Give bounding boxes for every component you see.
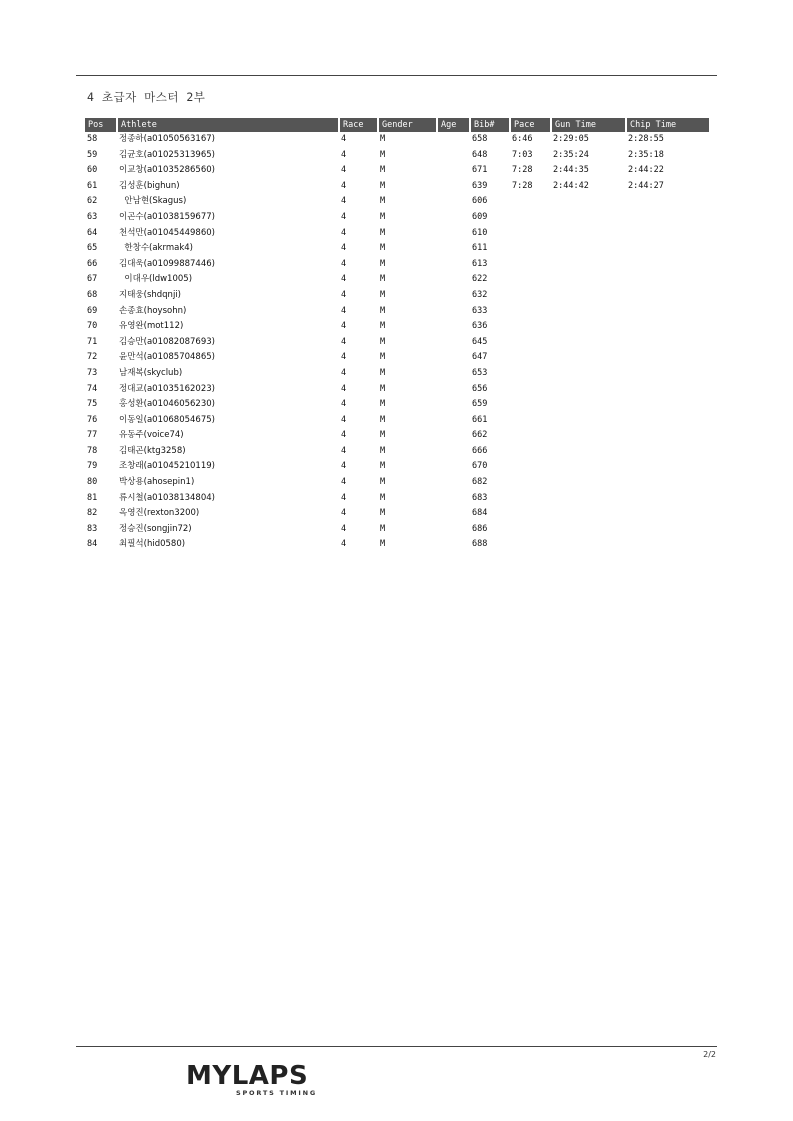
cell-race: 4 <box>341 399 347 410</box>
table-row <box>85 163 709 179</box>
cell-gender: M <box>380 383 386 394</box>
cell-gun-time: 2:44:42 <box>553 180 589 191</box>
cell-chip-time: 2:35:18 <box>628 149 664 160</box>
cell-bib: 656 <box>472 383 488 394</box>
table-row <box>85 241 709 257</box>
table-body <box>85 132 709 553</box>
cell-gender: M <box>380 508 386 519</box>
header-pace: Pace <box>511 118 550 132</box>
cell-bib: 662 <box>472 430 488 441</box>
cell-bib: 606 <box>472 196 488 207</box>
cell-chip-time: 2:44:22 <box>628 165 664 176</box>
cell-bib: 636 <box>472 321 488 332</box>
cell-race: 4 <box>341 523 347 534</box>
cell-pos: 58 <box>87 134 98 144</box>
table-row <box>85 522 709 538</box>
cell-bib: 666 <box>472 445 488 456</box>
table-row <box>85 148 709 164</box>
cell-athlete: 조창래(a01045210119) <box>119 461 215 472</box>
cell-bib: 684 <box>472 508 488 519</box>
table-row <box>85 382 709 398</box>
cell-race: 4 <box>341 134 347 144</box>
cell-athlete: 이곤수(a01038159677) <box>119 211 215 222</box>
cell-gender: M <box>380 180 386 191</box>
cell-athlete: 이대우(ldw1005) <box>119 274 193 285</box>
cell-gender: M <box>380 289 386 300</box>
cell-gender: M <box>380 134 386 144</box>
cell-gender: M <box>380 336 386 347</box>
cell-bib: 632 <box>472 289 488 300</box>
cell-athlete: 남재복(skyclub) <box>119 367 183 378</box>
cell-pos: 63 <box>87 211 98 222</box>
cell-gender: M <box>380 227 386 238</box>
cell-bib: 671 <box>472 165 488 176</box>
cell-bib: 633 <box>472 305 488 316</box>
cell-pos: 81 <box>87 492 98 503</box>
cell-pos: 70 <box>87 321 98 332</box>
cell-gun-time: 2:35:24 <box>553 149 589 160</box>
cell-gender: M <box>380 523 386 534</box>
cell-pace: 6:46 <box>512 134 533 144</box>
cell-gender: M <box>380 414 386 425</box>
cell-athlete: 이교창(a01035286560) <box>119 165 215 176</box>
cell-gender: M <box>380 165 386 176</box>
table-row <box>85 179 709 195</box>
cell-athlete: 김균호(a01025313965) <box>119 149 215 160</box>
cell-athlete: 손종효(hoysohn) <box>119 305 187 316</box>
cell-gender: M <box>380 352 386 363</box>
cell-bib: 610 <box>472 227 488 238</box>
table-row <box>85 288 709 304</box>
cell-bib: 658 <box>472 134 488 144</box>
logo-wordmark: MYLAPS <box>186 1061 309 1091</box>
cell-gun-time: 2:44:35 <box>553 165 589 176</box>
header-bib: Bib# <box>471 118 509 132</box>
cell-pace: 7:28 <box>512 165 533 176</box>
cell-pos: 78 <box>87 445 98 456</box>
cell-athlete: 김승만(a01082087693) <box>119 336 215 347</box>
table-row <box>85 350 709 366</box>
cell-bib: 653 <box>472 367 488 378</box>
cell-pos: 65 <box>87 243 98 254</box>
logo-tagline: SPORTS TIMING <box>236 1089 317 1097</box>
header-gun-time: Gun Time <box>552 118 625 132</box>
cell-race: 4 <box>341 321 347 332</box>
table-row <box>85 194 709 210</box>
table-row <box>85 257 709 273</box>
cell-race: 4 <box>341 196 347 207</box>
cell-pace: 7:03 <box>512 149 533 160</box>
cell-pos: 77 <box>87 430 98 441</box>
cell-athlete: 정승진(songjin72) <box>119 523 192 534</box>
cell-gun-time: 2:29:05 <box>553 134 589 144</box>
cell-bib: 686 <box>472 523 488 534</box>
cell-pos: 68 <box>87 289 98 300</box>
cell-gender: M <box>380 258 386 269</box>
cell-gender: M <box>380 445 386 456</box>
cell-chip-time: 2:28:55 <box>628 134 664 144</box>
cell-pos: 60 <box>87 165 98 176</box>
cell-pos: 73 <box>87 367 98 378</box>
table-row <box>85 506 709 522</box>
cell-race: 4 <box>341 430 347 441</box>
cell-athlete: 천석만(a01045449860) <box>119 227 215 238</box>
header-pos: Pos <box>85 118 116 132</box>
table-row <box>85 537 709 553</box>
cell-gender: M <box>380 367 386 378</box>
header-gender: Gender <box>379 118 436 132</box>
cell-pos: 71 <box>87 336 98 347</box>
header-age: Age <box>438 118 469 132</box>
cell-pos: 80 <box>87 477 98 488</box>
cell-race: 4 <box>341 258 347 269</box>
table-row <box>85 491 709 507</box>
cell-race: 4 <box>341 180 347 191</box>
cell-gender: M <box>380 399 386 410</box>
cell-pos: 59 <box>87 149 98 160</box>
cell-gender: M <box>380 430 386 441</box>
cell-chip-time: 2:44:27 <box>628 180 664 191</box>
cell-gender: M <box>380 461 386 472</box>
table-row <box>85 335 709 351</box>
results-heading: 4 초급자 마스터 2부 <box>87 90 206 104</box>
cell-athlete: 이동일(a01068054675) <box>119 414 215 425</box>
table-row <box>85 226 709 242</box>
cell-athlete: 안남현(Skagus) <box>119 196 187 207</box>
table-row <box>85 366 709 382</box>
cell-gender: M <box>380 274 386 285</box>
cell-bib: 645 <box>472 336 488 347</box>
cell-bib: 648 <box>472 149 488 160</box>
table-row <box>85 132 709 148</box>
cell-pos: 74 <box>87 383 98 394</box>
cell-athlete: 윤만석(a01085704865) <box>119 352 215 363</box>
cell-bib: 613 <box>472 258 488 269</box>
cell-race: 4 <box>341 227 347 238</box>
table-row <box>85 413 709 429</box>
page-number: 2/2 <box>703 1050 716 1059</box>
cell-gender: M <box>380 243 386 254</box>
cell-pos: 61 <box>87 180 98 191</box>
mylaps-logo <box>186 1060 321 1098</box>
cell-pos: 83 <box>87 523 98 534</box>
cell-race: 4 <box>341 492 347 503</box>
cell-pos: 69 <box>87 305 98 316</box>
cell-pos: 66 <box>87 258 98 269</box>
cell-race: 4 <box>341 243 347 254</box>
cell-race: 4 <box>341 383 347 394</box>
cell-athlete: 지태웅(shdqnji) <box>119 289 181 300</box>
header-race: Race <box>340 118 377 132</box>
cell-race: 4 <box>341 305 347 316</box>
cell-gender: M <box>380 321 386 332</box>
cell-bib: 683 <box>472 492 488 503</box>
cell-bib: 611 <box>472 243 488 254</box>
cell-race: 4 <box>341 539 347 550</box>
table-row <box>85 428 709 444</box>
cell-athlete: 정종하(a01050563167) <box>119 134 215 144</box>
cell-athlete: 정대교(a01035162023) <box>119 383 215 394</box>
header-chip-time: Chip Time <box>627 118 709 132</box>
table-row <box>85 319 709 335</box>
cell-race: 4 <box>341 477 347 488</box>
cell-race: 4 <box>341 367 347 378</box>
table-row <box>85 304 709 320</box>
cell-gender: M <box>380 477 386 488</box>
cell-race: 4 <box>341 274 347 285</box>
header-athlete: Athlete <box>118 118 338 132</box>
cell-gender: M <box>380 539 386 550</box>
cell-race: 4 <box>341 414 347 425</box>
cell-race: 4 <box>341 352 347 363</box>
cell-athlete: 박상용(ahosepin1) <box>119 477 195 488</box>
cell-race: 4 <box>341 289 347 300</box>
cell-athlete: 김태곤(ktg3258) <box>119 445 186 456</box>
cell-pos: 75 <box>87 399 98 410</box>
cell-race: 4 <box>341 461 347 472</box>
cell-race: 4 <box>341 508 347 519</box>
cell-gender: M <box>380 305 386 316</box>
cell-athlete: 류시철(a01038134804) <box>119 492 215 503</box>
cell-pos: 76 <box>87 414 98 425</box>
cell-athlete: 유동주(voice74) <box>119 430 184 441</box>
cell-race: 4 <box>341 211 347 222</box>
cell-athlete: 김대욱(a01099887446) <box>119 258 215 269</box>
cell-pos: 72 <box>87 352 98 363</box>
cell-athlete: 최필석(hid0580) <box>119 539 186 550</box>
cell-pos: 64 <box>87 227 98 238</box>
cell-bib: 661 <box>472 414 488 425</box>
cell-bib: 670 <box>472 461 488 472</box>
cell-athlete: 한창수(akrmak4) <box>119 243 193 254</box>
table-row <box>85 272 709 288</box>
cell-gender: M <box>380 196 386 207</box>
cell-gender: M <box>380 211 386 222</box>
table-row <box>85 459 709 475</box>
cell-pos: 79 <box>87 461 98 472</box>
cell-gender: M <box>380 149 386 160</box>
cell-bib: 682 <box>472 477 488 488</box>
table-header <box>85 118 709 132</box>
table-row <box>85 397 709 413</box>
cell-bib: 639 <box>472 180 488 191</box>
cell-pos: 67 <box>87 274 98 285</box>
cell-gender: M <box>380 492 386 503</box>
cell-athlete: 옥영진(rexton3200) <box>119 508 200 519</box>
table-row <box>85 210 709 226</box>
top-divider <box>76 75 717 76</box>
cell-athlete: 김성훈(bighun) <box>119 180 180 191</box>
results-table <box>85 118 709 553</box>
cell-athlete: 홍성환(a01046056230) <box>119 399 215 410</box>
cell-bib: 688 <box>472 539 488 550</box>
cell-race: 4 <box>341 165 347 176</box>
cell-race: 4 <box>341 336 347 347</box>
cell-pace: 7:28 <box>512 180 533 191</box>
bottom-divider <box>76 1046 717 1047</box>
cell-athlete: 유영완(mot112) <box>119 321 184 332</box>
cell-pos: 62 <box>87 196 98 207</box>
table-row <box>85 475 709 491</box>
cell-bib: 622 <box>472 274 488 285</box>
cell-bib: 647 <box>472 352 488 363</box>
table-row <box>85 444 709 460</box>
cell-pos: 82 <box>87 508 98 519</box>
cell-bib: 609 <box>472 211 488 222</box>
cell-pos: 84 <box>87 539 98 550</box>
cell-race: 4 <box>341 445 347 456</box>
cell-bib: 659 <box>472 399 488 410</box>
cell-race: 4 <box>341 149 347 160</box>
